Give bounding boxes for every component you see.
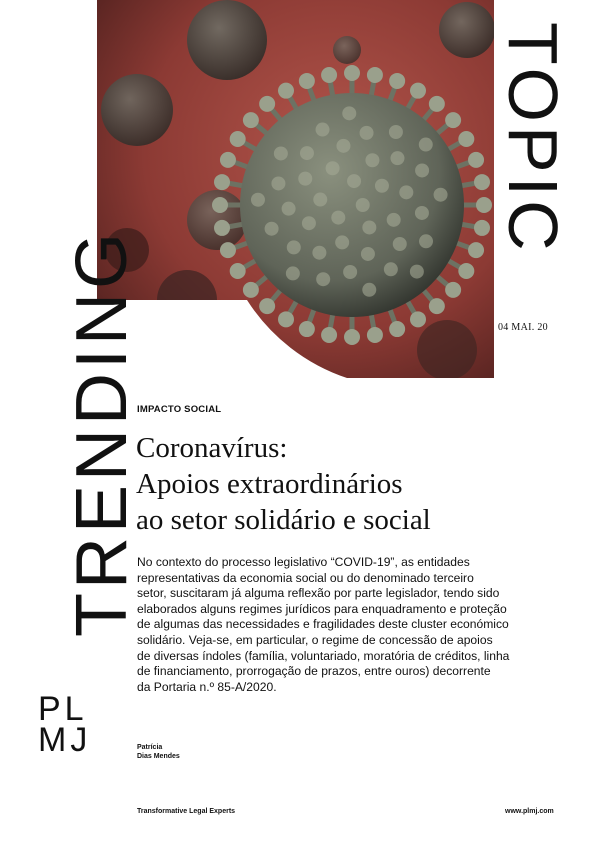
body-line: elaborados alguns regimes jurídicos para enquadramento e proteção (137, 601, 507, 616)
coronavirus-image (97, 0, 494, 378)
main-virus-particle (240, 93, 464, 317)
body-line: No contexto do processo legislativo “COVID-19”, as entidades (137, 555, 470, 569)
body-line: da Portaria n.º 85-A/2020. (137, 679, 277, 694)
publication-date: 04 MAI. 20 (498, 322, 548, 333)
body-line: setor, suscitaram já alguma reflexão por parte legislador, tendo sido (137, 586, 500, 601)
author-first-name: Patrícia (137, 744, 163, 751)
trending-vertical-title: TRENDING (62, 229, 142, 637)
body-line: solidário. Veja-se, em particular, o regime de concessão de apoios (137, 632, 493, 647)
plmj-logo (38, 690, 100, 759)
topic-vertical-title: TOPIC (494, 22, 572, 255)
body-line: de financiamento, prorrogação de prazos, entre ouros) decorrente (137, 664, 491, 679)
hero-image (97, 0, 494, 378)
logo-line-1: PL (38, 690, 88, 728)
headline-line: Coronavírus: (136, 432, 288, 464)
article-category: IMPACTO SOCIAL (137, 404, 222, 415)
article-headline (136, 430, 556, 538)
logo-line-2: MJ (38, 721, 92, 759)
article-author (137, 743, 180, 761)
author-last-name: Dias Mendes (137, 753, 180, 760)
headline-line: ao setor solidário e social (136, 504, 431, 536)
footer-tagline: Transformative Legal Experts (137, 808, 236, 815)
body-line: representativas da economia social ou do denominado terceiro (137, 570, 474, 585)
body-line: de algumas das necessidades e fragilidades deste cluster económico (137, 617, 509, 632)
footer-website-link[interactable]: www.plmj.com (505, 808, 554, 815)
headline-line: Apoios extraordinários (136, 468, 403, 500)
article-body (137, 555, 557, 695)
body-line: de diversas índoles (família, voluntariado, moratória de créditos, linha (137, 648, 510, 663)
